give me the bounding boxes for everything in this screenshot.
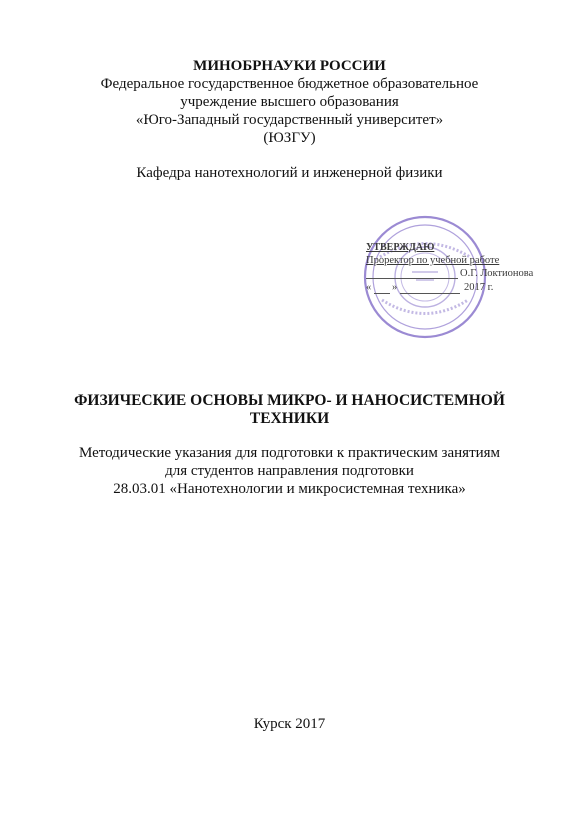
date-close-quote: » bbox=[392, 282, 398, 293]
institution-line-1: Федеральное государственное бюджетное образовательное bbox=[100, 76, 479, 92]
date-month-line bbox=[400, 293, 460, 294]
approval-title: УТВЕРЖДАЮ bbox=[366, 242, 435, 253]
document-subtitle-line-3: 28.03.01 «Нанотехнологии и микросистемная техника» bbox=[113, 481, 466, 497]
document-subtitle-line-2: для студентов направления подготовки bbox=[165, 463, 414, 479]
university-name: «Юго-Западный государственный университет» bbox=[135, 112, 444, 128]
approver-name: О.Г. Локтионова bbox=[460, 268, 534, 279]
university-abbreviation: (ЮЗГУ) bbox=[263, 130, 316, 146]
date-open-quote: « bbox=[366, 282, 372, 293]
approval-role: Проректор по учебной работе bbox=[366, 255, 500, 266]
document-title-line-1: ФИЗИЧЕСКИЕ ОСНОВЫ МИКРО- И НАНОСИСТЕМНОЙ bbox=[74, 392, 505, 409]
document-subtitle-line-1: Методические указания для подготовки к практическим занятиям bbox=[78, 445, 501, 461]
department-name: Кафедра нанотехнологий и инженерной физики bbox=[136, 165, 443, 181]
city-year: Курск 2017 bbox=[253, 716, 326, 732]
institution-line-2: учреждение высшего образования bbox=[180, 94, 399, 110]
approval-stamp-block bbox=[352, 212, 542, 342]
signature-line bbox=[366, 278, 458, 279]
document-title-line-2: ТЕХНИКИ bbox=[249, 410, 330, 427]
date-day-line bbox=[374, 293, 390, 294]
ministry-heading: МИНОБРНАУКИ РОССИИ bbox=[193, 58, 386, 74]
approval-year: 2017 г. bbox=[464, 282, 494, 293]
